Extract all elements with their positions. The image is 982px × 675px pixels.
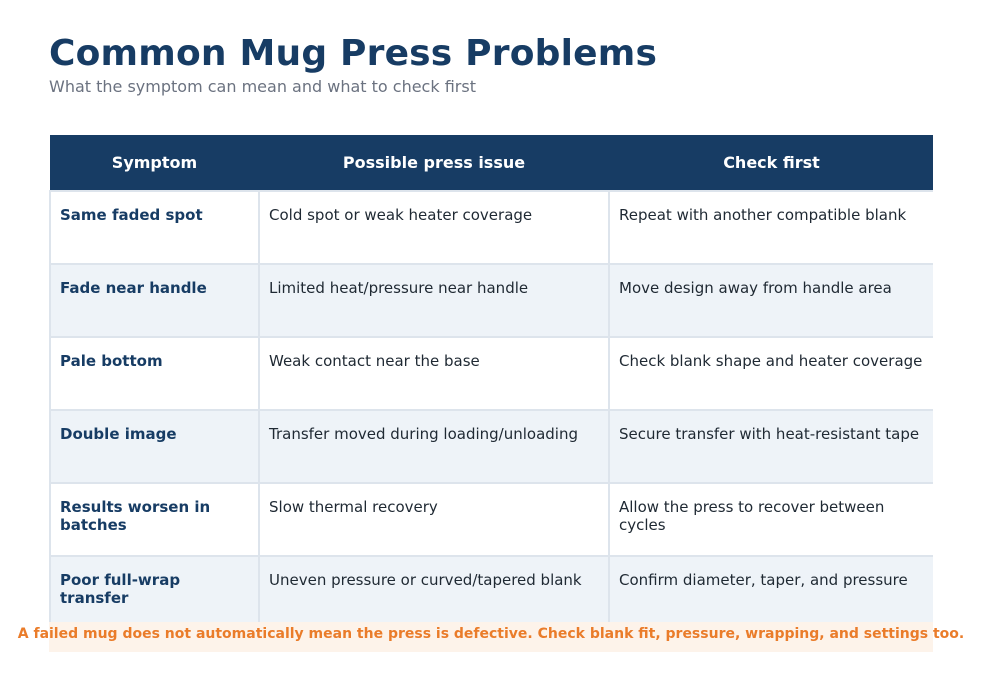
footer-note: A failed mug does not automatically mean the press is defective. Check blank fit, pressure, wrapping, and settings too. [17,626,965,642]
problems-table-container [49,135,933,622]
check-cell: Confirm diameter, taper, and pressure [609,556,933,622]
symptom-cell: Fade near handle [50,264,259,337]
symptom-cell: Double image [50,410,259,483]
symptom-cell: Same faded spot [50,191,259,264]
table-header-row [50,135,933,191]
issue-cell: Weak contact near the base [259,337,609,410]
issue-cell: Transfer moved during loading/unloading [259,410,609,483]
table-row [50,410,933,483]
issue-cell: Uneven pressure or curved/tapered blank [259,556,609,622]
check-cell: Allow the press to recover between cycles [609,483,933,556]
check-cell: Secure transfer with heat-resistant tape [609,410,933,483]
symptom-cell: Pale bottom [50,337,259,410]
problems-table [49,135,933,622]
issue-cell: Slow thermal recovery [259,483,609,556]
page-subtitle: What the symptom can mean and what to check first [49,77,476,96]
check-cell: Move design away from handle area [609,264,933,337]
table-row [50,264,933,337]
symptom-cell: Results worsen in batches [50,483,259,556]
header-check-first: Check first [609,135,933,191]
issue-cell: Limited heat/pressure near handle [259,264,609,337]
table-row [50,556,933,622]
check-cell: Check blank shape and heater coverage [609,337,933,410]
issue-cell: Cold spot or weak heater coverage [259,191,609,264]
check-cell: Repeat with another compatible blank [609,191,933,264]
table-row [50,191,933,264]
page-title: Common Mug Press Problems [49,33,658,74]
symptom-cell: Poor full-wrap transfer [50,556,259,622]
header-possible-issue: Possible press issue [259,135,609,191]
table-row [50,483,933,556]
header-symptom: Symptom [50,135,259,191]
table-row [50,337,933,410]
